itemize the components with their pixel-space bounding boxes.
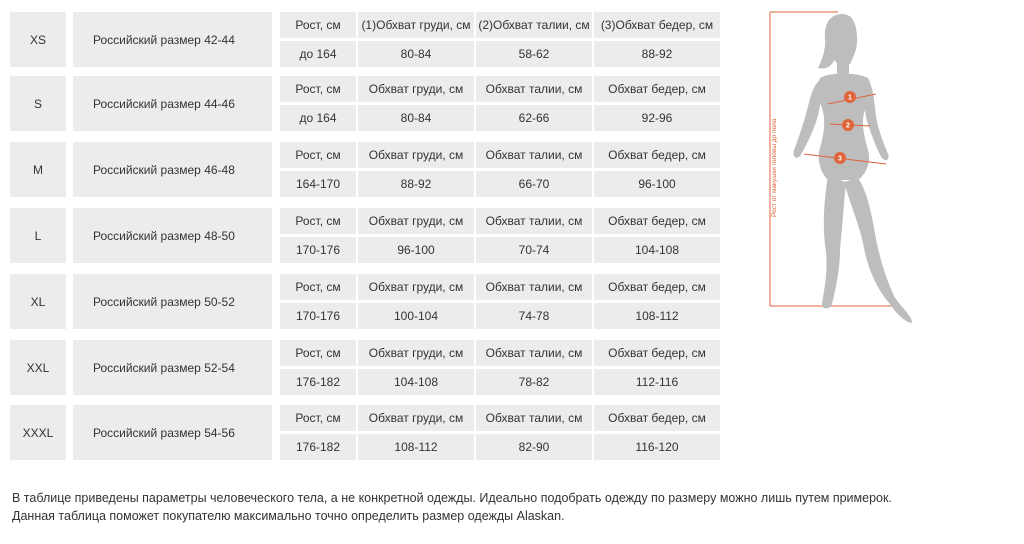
value-chest: 80-84: [358, 41, 474, 67]
header-height: Рост, см: [280, 208, 356, 234]
value-hips: 116-120: [594, 434, 720, 460]
marker-1-label: 1: [848, 94, 852, 102]
header-chest: Обхват груди, см: [358, 76, 474, 102]
value-chest: 108-112: [358, 434, 474, 460]
value-chest: 88-92: [358, 171, 474, 197]
marker-3-label: 3: [838, 155, 842, 163]
value-height: до 164: [280, 105, 356, 131]
ru-size: Российский размер 50-52: [73, 274, 272, 329]
body-silhouette: [760, 4, 920, 334]
header-waist: (2)Обхват талии, см: [476, 12, 592, 38]
size-label: XXXL: [10, 405, 66, 460]
value-waist: 74-78: [476, 303, 592, 329]
marker-3: [834, 152, 846, 164]
size-row-xxl: [10, 340, 720, 395]
value-hips: 88-92: [594, 41, 720, 67]
height-label: Рост от макушки головы до пола: [771, 118, 778, 217]
header-hips: Обхват бедер, см: [594, 340, 720, 366]
value-height: 176-182: [280, 369, 356, 395]
header-hips: (3)Обхват бедер, см: [594, 12, 720, 38]
header-height: Рост, см: [280, 142, 356, 168]
size-row-l: [10, 208, 720, 263]
ru-size: Российский размер 52-54: [73, 340, 272, 395]
size-label: S: [10, 76, 66, 131]
disclaimer-note: [12, 489, 1022, 525]
header-hips: Обхват бедер, см: [594, 274, 720, 300]
ru-size: Российский размер 46-48: [73, 142, 272, 197]
value-height: 170-176: [280, 303, 356, 329]
value-hips: 104-108: [594, 237, 720, 263]
size-label: L: [10, 208, 66, 263]
size-label: XL: [10, 274, 66, 329]
value-waist: 70-74: [476, 237, 592, 263]
marker-2: [842, 119, 854, 131]
size-label: XS: [10, 12, 66, 67]
size-label: M: [10, 142, 66, 197]
ru-size: Российский размер 44-46: [73, 76, 272, 131]
header-waist: Обхват талии, см: [476, 405, 592, 431]
marker-2-label: 2: [846, 122, 850, 130]
size-label: XXL: [10, 340, 66, 395]
value-waist: 66-70: [476, 171, 592, 197]
value-chest: 100-104: [358, 303, 474, 329]
header-chest: Обхват груди, см: [358, 405, 474, 431]
value-waist: 82-90: [476, 434, 592, 460]
header-hips: Обхват бедер, см: [594, 142, 720, 168]
header-waist: Обхват талии, см: [476, 208, 592, 234]
header-height: Рост, см: [280, 12, 356, 38]
value-chest: 80-84: [358, 105, 474, 131]
header-height: Рост, см: [280, 405, 356, 431]
value-hips: 108-112: [594, 303, 720, 329]
value-waist: 78-82: [476, 369, 592, 395]
header-height: Рост, см: [280, 76, 356, 102]
note-line-2: Данная таблица поможет покупателю максимально точно определить размер одежды Alaskan.: [12, 509, 565, 523]
ru-size: Российский размер 48-50: [73, 208, 272, 263]
body-measurement-figure: [760, 4, 920, 334]
header-chest: (1)Обхват груди, см: [358, 12, 474, 38]
ru-size: Российский размер 42-44: [73, 12, 272, 67]
header-chest: Обхват груди, см: [358, 142, 474, 168]
header-chest: Обхват груди, см: [358, 340, 474, 366]
value-hips: 96-100: [594, 171, 720, 197]
header-waist: Обхват талии, см: [476, 142, 592, 168]
header-hips: Обхват бедер, см: [594, 76, 720, 102]
value-hips: 112-116: [594, 369, 720, 395]
size-row-m: [10, 142, 720, 197]
header-chest: Обхват груди, см: [358, 208, 474, 234]
value-height: 164-170: [280, 171, 356, 197]
header-waist: Обхват талии, см: [476, 274, 592, 300]
header-chest: Обхват груди, см: [358, 274, 474, 300]
note-line-1: В таблице приведены параметры человеческого тела, а не конкретной одежды. Идеально подобрать одежду по размеру можно лишь путем примерок.: [12, 491, 892, 505]
marker-1: [844, 91, 856, 103]
value-hips: 92-96: [594, 105, 720, 131]
value-waist: 58-62: [476, 41, 592, 67]
value-chest: 104-108: [358, 369, 474, 395]
header-waist: Обхват талии, см: [476, 340, 592, 366]
size-row-s: [10, 76, 720, 131]
value-height: 170-176: [280, 237, 356, 263]
value-height: 176-182: [280, 434, 356, 460]
header-hips: Обхват бедер, см: [594, 208, 720, 234]
size-row-xxxl: [10, 405, 720, 460]
woman-silhouette-icon: [793, 14, 912, 323]
size-row-xl: [10, 274, 720, 329]
header-hips: Обхват бедер, см: [594, 405, 720, 431]
header-height: Рост, см: [280, 274, 356, 300]
header-height: Рост, см: [280, 340, 356, 366]
ru-size: Российский размер 54-56: [73, 405, 272, 460]
value-height: до 164: [280, 41, 356, 67]
value-waist: 62-66: [476, 105, 592, 131]
value-chest: 96-100: [358, 237, 474, 263]
size-row-xs: [10, 12, 720, 67]
header-waist: Обхват талии, см: [476, 76, 592, 102]
